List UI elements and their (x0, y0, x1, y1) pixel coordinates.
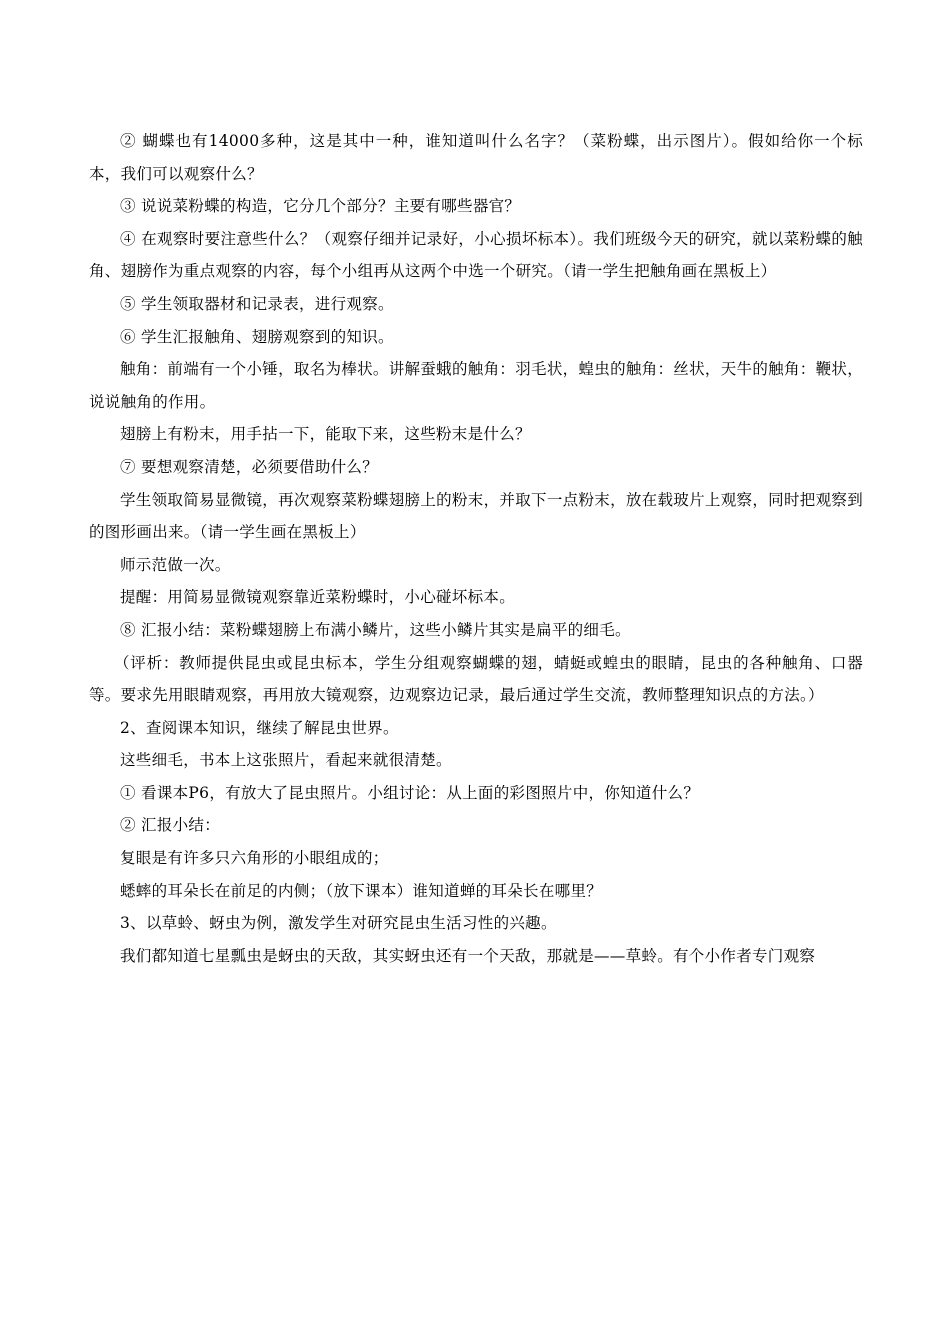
paragraph-teacher-demo: 师示范做一次。 (120, 555, 231, 574)
paragraph-structure-question: ③ 说说菜粉蝶的构造，它分几个部分？主要有哪些器官？ (120, 197, 521, 216)
paragraph-section-3-heading: 3、以草蛉、蚜虫为例，激发学生对研究昆虫生活习性的兴趣。 (120, 914, 557, 933)
paragraph-textbook-p6: ① 看课本P6，有放大了昆虫照片。小组讨论：从上面的彩图照片中，你知道什么？ (120, 783, 700, 802)
paragraph-butterfly-question: ② 蝴蝶也有14000多种，这是其中一种，谁知道叫什么名字？（菜粉蝶，出示图片）。假如给你一个标本，我们可以观察什么？ (89, 132, 863, 183)
paragraph-antenna: 触角：前端有一个小锤，取名为棒状。讲解蚕蛾的触角：羽毛状，蝗虫的触角：丝状，天牛的触角：鞭状，说说触角的作用。 (89, 360, 863, 411)
paragraph-microscope: 学生领取简易显微镜，再次观察菜粉蝶翅膀上的粉末，并取下一点粉末，放在载玻片上观察，同时把观察到的图形画出来。（请一学生画在黑板上） (89, 490, 863, 542)
document-body (89, 125, 863, 972)
paragraph-observation-notes: ④ 在观察时要注意些什么？（观察仔细并记录好，小心损坏标本）。我们班级今天的研究，就以菜粉蝶的触角、翅膀作为重点观察的内容，每个小组再从这两个中选一个研究。（请一学生把触角画在黑板上） (89, 229, 863, 281)
paragraph-commentary: （评析：教师提供昆虫或昆虫标本，学生分组观察蝴蝶的翅，蜻蜓或蝗虫的眼睛，昆虫的各种触角、口器等。要求先用眼睛观察，再用放大镜观察，边观察边记录，最后通过学生交流，教师整理知识点的方法。） (89, 653, 863, 705)
paragraph-report-findings: ⑥ 学生汇报触角、翅膀观察到的知识。 (120, 327, 394, 346)
paragraph-fine-hairs: 这些细毛，书本上这张照片，看起来就很清楚。 (120, 751, 452, 770)
paragraph-wing-powder: 翅膀上有粉末，用手拈一下，能取下来，这些粉末是什么？ (120, 425, 531, 444)
paragraph-section-2-heading: 2、查阅课本知识，继续了解昆虫世界。 (120, 718, 399, 737)
paragraph-tool-question: ⑦ 要想观察清楚，必须要借助什么？ (120, 457, 379, 476)
paragraph-cricket-ear: 蟋蟀的耳朵长在前足的内侧；（放下课本）谁知道蝉的耳朵长在哪里？ (120, 881, 603, 900)
paragraph-reminder: 提醒：用简易显微镜观察靠近菜粉蝶时，小心碰坏标本。 (120, 588, 516, 607)
paragraph-collect-materials: ⑤ 学生领取器材和记录表，进行观察。 (120, 294, 394, 313)
paragraph-report-summary: ② 汇报小结： (120, 816, 221, 835)
paragraph-compound-eye: 复眼是有许多只六角形的小眼组成的； (120, 849, 389, 868)
paragraph-summary-scales: ⑧ 汇报小结：菜粉蝶翅膀上布满小鳞片，这些小鳞片其实是扁平的细毛。 (120, 620, 631, 639)
paragraph-lacewing: 我们都知道七星瓢虫是蚜虫的天敌，其实蚜虫还有一个天敌，那就是——草蛉。有个小作者专门观察 (120, 946, 816, 965)
